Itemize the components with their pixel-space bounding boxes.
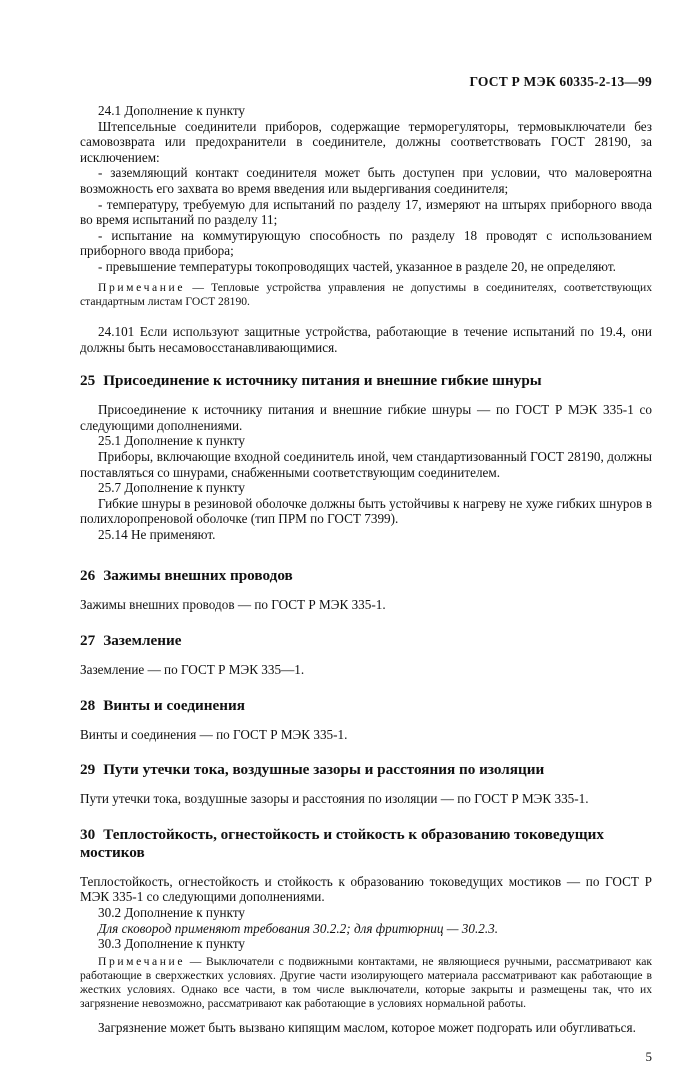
section-26-text: Зажимы внешних проводов — по ГОСТ Р МЭК 335-1. [80,597,386,613]
section-title: Теплостойкость, огнестойкость и стойкость к образованию токоведущих мостиков [80,825,604,861]
section-27-heading [80,632,652,650]
section-number: 26 [80,567,96,585]
clause-24-1-note [80,281,652,309]
note-label: Примечание [98,280,186,294]
section-title: Пути утечки тока, воздушные зазоры и расстояния по изоляции [103,761,545,779]
section-25-heading [80,372,652,390]
standard-code-header: ГОСТ Р МЭК 60335-2-13—99 [469,74,652,89]
clause-25-7-text: Гибкие шнуры в резиновой оболочке должны быть устойчивы к нагреву не хуже гибких шнуров в полихлоропреновой оболочке (тип ПРМ по ГОСТ 7399). [80,495,652,527]
clause-30-2-text: Для сковород применяют требования 30.2.2; для фритюрниц — 30.2.3. [98,920,499,936]
clause-30-2-title: 30.2 Дополнение к пункту [98,905,246,921]
section-29-text: Пути утечки тока, воздушные зазоры и расстояния по изоляции — по ГОСТ Р МЭК 335-1. [80,791,589,807]
clause-30-3-note [80,955,652,1012]
clause-24-1-item: - заземляющий контакт соединителя может быть доступен при условии, что маловероятна возможность его захвата во время введения или выдергивания соединителя; [80,165,652,196]
section-30-heading [80,826,652,862]
clause-24-101: 24.101 Если используют защитные устройства, работающие в течение испытаний по 19.4, они должны быть несамовосстанавливающимися. [80,323,652,355]
clause-24-1-title: 24.1 Дополнение к пункту [98,103,246,118]
note-text: — Выключатели с подвижными контактами, не являющиеся ручными, рассматривают как работающие в сверхжестких условиях. Другие части изолирующего материала рассматривают как работающие в жестких условиях. Однако все части, в том числе выключатели, которые закрыты и размещены так, что их загрязнение невозможно, рассматривают как работающие в условиях нормальной работы. [80,954,652,1011]
clause-24-1-item: - температуру, требуемую для испытаний по разделу 17, измеряют на штырях приборного ввода во время испытаний по разделу 11; [80,196,652,228]
clause-24-1-item: - превышение температуры токопроводящих частей, указанное в разделе 20, не определяют. [98,258,616,274]
section-28-heading [80,697,652,715]
section-number: 27 [80,632,96,650]
clause-25-1-title: 25.1 Дополнение к пункту [98,433,246,449]
note-label: Примечание [98,954,186,968]
section-title: Винты и соединения [103,696,245,714]
section-27-text: Заземление — по ГОСТ Р МЭК 335—1. [80,662,305,678]
clause-24-1-item: - испытание на коммутирующую способность по разделу 18 проводят с использованием приборного ввода прибора; [80,227,652,259]
page-number: 5 [645,1049,652,1064]
section-number: 25 [80,372,96,390]
section-30-final: Загрязнение может быть вызвано кипящим маслом, которое может подгорать или обугливаться. [98,1019,636,1035]
section-number: 29 [80,761,96,779]
section-title: Присоединение к источнику питания и внешние гибкие шнуры [103,372,542,390]
page-content [80,103,652,1035]
section-26-heading [80,567,652,585]
clause-30-3-title: 30.3 Дополнение к пункту [98,936,246,952]
section-25-intro: Присоединение к источнику питания и внешние гибкие шнуры — по ГОСТ Р МЭК 335-1 со следующими дополнениями. [80,402,652,433]
note-text: — Тепловые устройства управления не допустимы в соединителях, соответствующих стандартным листам ГОСТ 28190. [80,280,652,308]
clause-25-1-text: Приборы, включающие входной соединитель иной, чем стандартизованный ГОСТ 28190, должны поставляться со шнурами, снабженными соответствующим соединителем. [80,448,652,480]
section-28-text: Винты и соединения — по ГОСТ Р МЭК 335-1. [80,726,348,742]
section-number: 28 [80,696,96,714]
section-29-heading [80,761,652,779]
clause-25-14: 25.14 Не применяют. [98,526,216,542]
clause-24-1-text: Штепсельные соединители приборов, содержащие терморегуляторы, термовыключатели без самовозврата или предохранители в соединителе, должны соответствовать ГОСТ 28190, за исключением: [80,118,652,165]
section-30-intro: Теплостойкость, огнестойкость и стойкость к образованию токоведущих мостиков — по ГОСТ Р МЭК 335-1 со следующими дополнениями. [80,873,652,905]
section-title: Заземление [103,632,182,650]
clause-25-7-title: 25.7 Дополнение к пункту [98,480,246,496]
section-title: Зажимы внешних проводов [103,567,293,585]
section-number: 30 [80,825,96,843]
